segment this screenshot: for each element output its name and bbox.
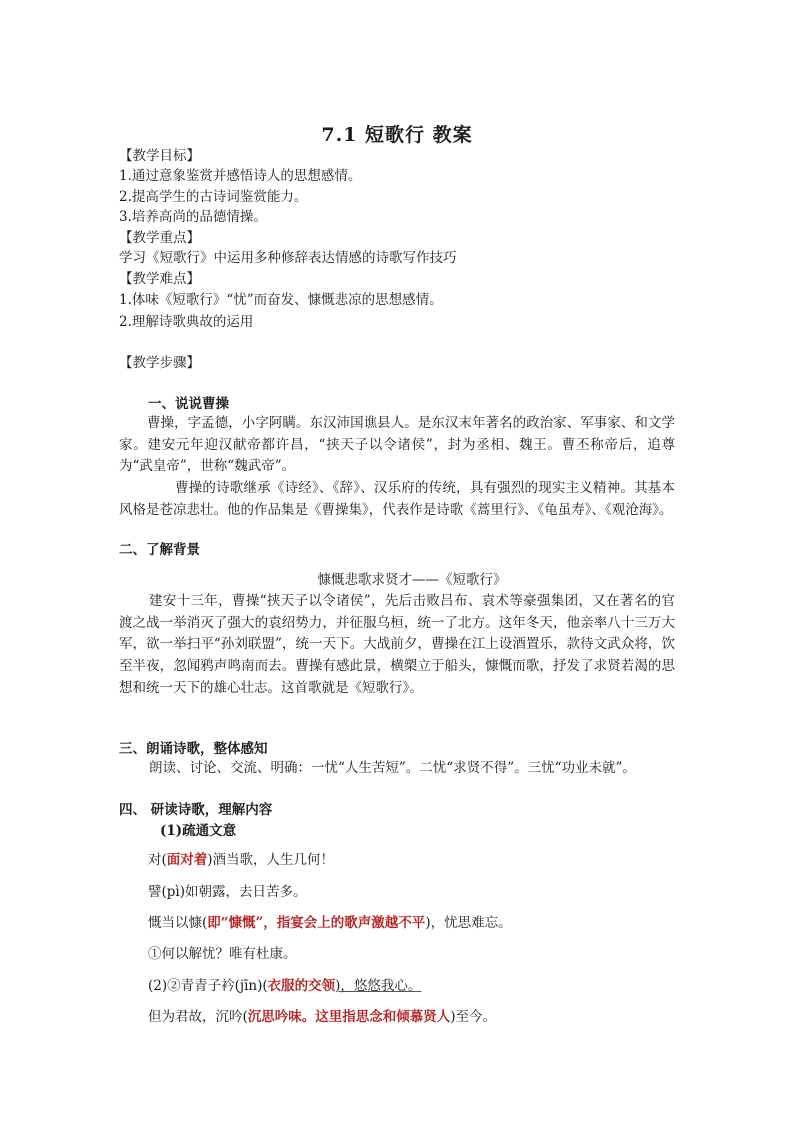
document-title: 7.1 短歌行 教案 <box>321 124 473 146</box>
difficulties-heading: 【教学难点】 <box>119 271 200 287</box>
annotation: 沉思吟味。这里指思念和倾慕贤人 <box>247 1009 451 1025</box>
section-4-subheading: (1)疏通文意 <box>160 823 237 839</box>
poem-text: )，悠悠我心。 <box>335 978 422 994</box>
annotation: 面对着 <box>166 852 208 868</box>
section-2-subtitle: 慷慨悲歌求贤才——《短歌行》 <box>317 572 507 588</box>
steps-heading: 【教学步骤】 <box>119 355 200 371</box>
poem-text: 但为君故，沉吟( <box>148 1009 248 1025</box>
section-1-paragraph: 曹操，字孟德，小字阿瞒。东汉沛国谯县人。是东汉末年著名的政治家、军事家、和文学家。建安元年迎汉献帝都许昌，“挟天子以令诸侯”，封为丞相、魏王。曹丕称帝后，追尊为“武皇帝”，世称“魏武帝”。 <box>119 415 675 475</box>
poem-line: ①何以解忧？唯有杜康。 <box>148 946 297 962</box>
objectives-heading: 【教学目标】 <box>119 148 200 164</box>
section-3-paragraph: 朗读、讨论、交流、明确：一忧“人生苦短”。二忧“求贤不得”。三忧“功业未就”。 <box>149 760 636 776</box>
section-2-paragraph: 建安十三年，曹操“挟天子以令诸侯”，先后击败吕布、袁术等豪强集团，又在著名的官渡之战一举消灭了强大的袁绍势力，并征服乌桓，统一了北方。这年冬天，他亲率八十三万大军，欲一举扫平“孙刘联盟”，统一天下。大战前夕，曹操在江上设酒置乐，款待文武众将，饮至半夜，忽闻鸦声鸣南而去。曹操有感此景，横槊立于船头，慷慨而歌，抒发了求贤若渴的思想和统一天下的雄心壮志。这首歌就是《短歌行》。 <box>119 593 675 696</box>
poem-text: 慨当以慷( <box>148 915 208 931</box>
key-points-heading: 【教学重点】 <box>119 230 200 246</box>
poem-line <box>148 976 421 996</box>
poem-text: )酒当歌，人生几何！ <box>207 852 335 868</box>
poem-line <box>148 913 512 933</box>
poem-line <box>148 1007 496 1027</box>
poem-line <box>148 850 334 870</box>
poem-text: 对( <box>148 852 167 868</box>
poem-text: )，忧思难忘。 <box>425 915 512 931</box>
section-1-heading: 一、说说曹操 <box>148 396 229 412</box>
section-1-paragraph: 曹操的诗歌继承《诗经》、《辞》、汉乐府的传统，具有强烈的现实主义精神。其基本风格是苍凉悲壮。他的作品集是《曹操集》，代表作是诗歌《蒿里行》、《龟虽寿》、《观沧海》。 <box>119 480 675 518</box>
section-4-heading: 四、 研读诗歌，理解内容 <box>119 802 273 818</box>
section-2-heading: 二、了解背景 <box>119 542 200 558</box>
section-3-heading: 三、朗诵诗歌，整体感知 <box>119 741 268 757</box>
annotation: 即“慷慨”，指宴会上的歌声激越不平 <box>207 915 426 931</box>
annotation: 衣服的交领 <box>267 978 336 994</box>
difficulty-item: 1.体味《短歌行》“忧”而奋发、慷慨悲凉的思想感情。 <box>119 292 443 308</box>
poem-line: 譬(pì)如朝露，去日苦多。 <box>148 884 307 900</box>
poem-text: (2)②青青子衿(jīn)( <box>148 978 268 994</box>
key-points-text: 学习《短歌行》中运用多种修辞表达情感的诗歌写作技巧 <box>119 250 457 266</box>
objective-item: 2.提高学生的古诗词鉴赏能力。 <box>119 189 308 205</box>
poem-text: )至今。 <box>450 1009 497 1025</box>
difficulty-item: 2.理解诗歌典故的运用 <box>119 314 254 330</box>
objective-item: 3.培养高尚的品德情操。 <box>119 209 267 225</box>
objective-item: 1.通过意象鉴赏并感悟诗人的思想感情。 <box>119 168 362 184</box>
